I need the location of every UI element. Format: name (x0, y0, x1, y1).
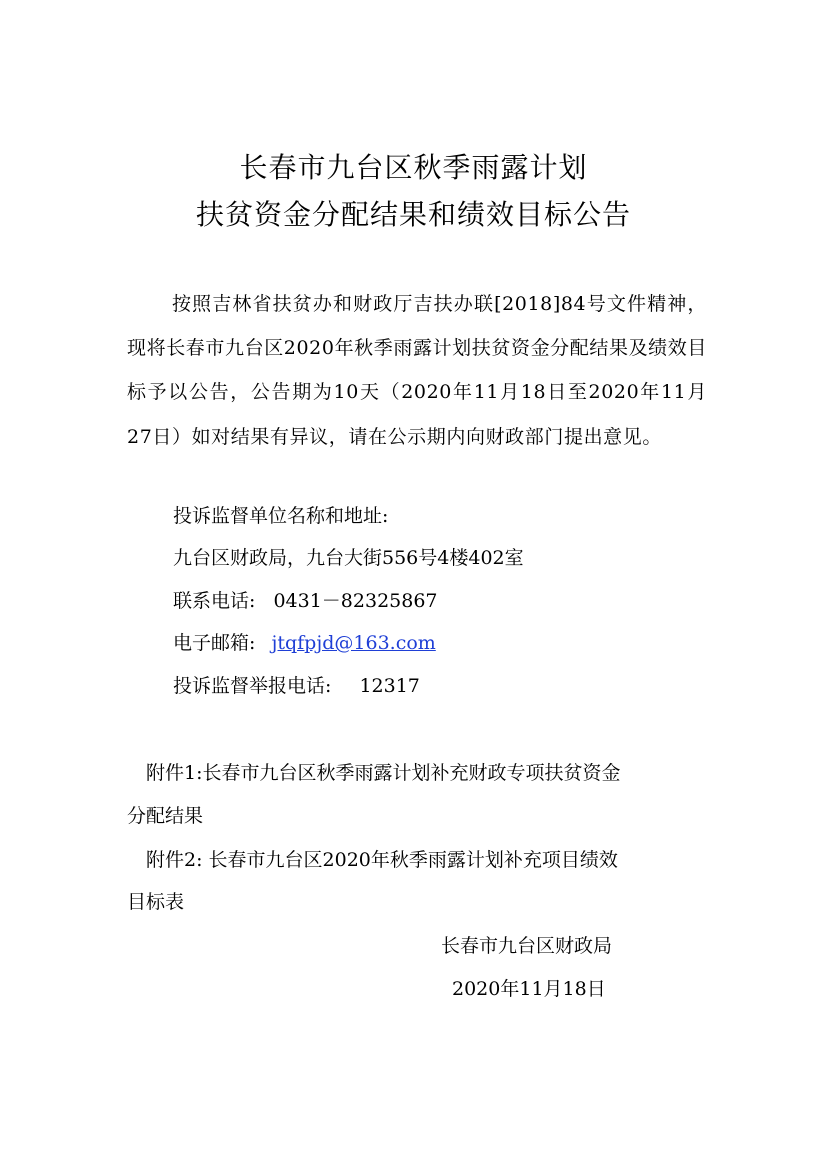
signature-date: 2020年11月18日 (452, 978, 606, 1000)
hotline-label: 投诉监督举报电话: (173, 675, 332, 697)
title-line-1: 长春市九台区秋季雨露计划 (239, 151, 588, 184)
attachment-2-line-2: 目标表 (127, 891, 185, 913)
phone-row (173, 589, 438, 613)
email-label: 电子邮箱: (173, 632, 256, 654)
title-line-2: 扶贫资金分配结果和绩效目标公告 (195, 198, 631, 231)
email-row (173, 631, 436, 655)
complaint-address: 九台区财政局，九台大街556号4楼402室 (173, 547, 524, 569)
attachment-1-line-1: 附件1:长春市九台区秋季雨露计划补充财政专项扶贫资金 (146, 762, 621, 784)
signature-org: 长春市九台区财政局 (441, 935, 613, 957)
phone-value: 0431－82325867 (273, 590, 438, 612)
email-link[interactable]: jtqfpjd@163.com (271, 632, 436, 654)
attachment-1-line-2: 分配结果 (127, 805, 204, 827)
announcement-paragraph: 按照吉林省扶贫办和财政厅吉扶办联[2018]84号文件精神，现将长春市九台区2020年秋季雨露计划扶贫资金分配结果及绩效目标予以公告，公告期为10天（2020年11月18日至2020年11月27日）如对结果有异议，请在公示期内向财政部门提出意见。 (127, 293, 707, 448)
attachment-2-line-1: 附件2: 长春市九台区2020年秋季雨露计划补充项目绩效 (146, 849, 618, 871)
hotline-value: 12317 (359, 675, 420, 697)
phone-label: 联系电话: (173, 590, 256, 612)
complaint-heading: 投诉监督单位名称和地址: (173, 505, 389, 527)
hotline-row (173, 674, 420, 698)
